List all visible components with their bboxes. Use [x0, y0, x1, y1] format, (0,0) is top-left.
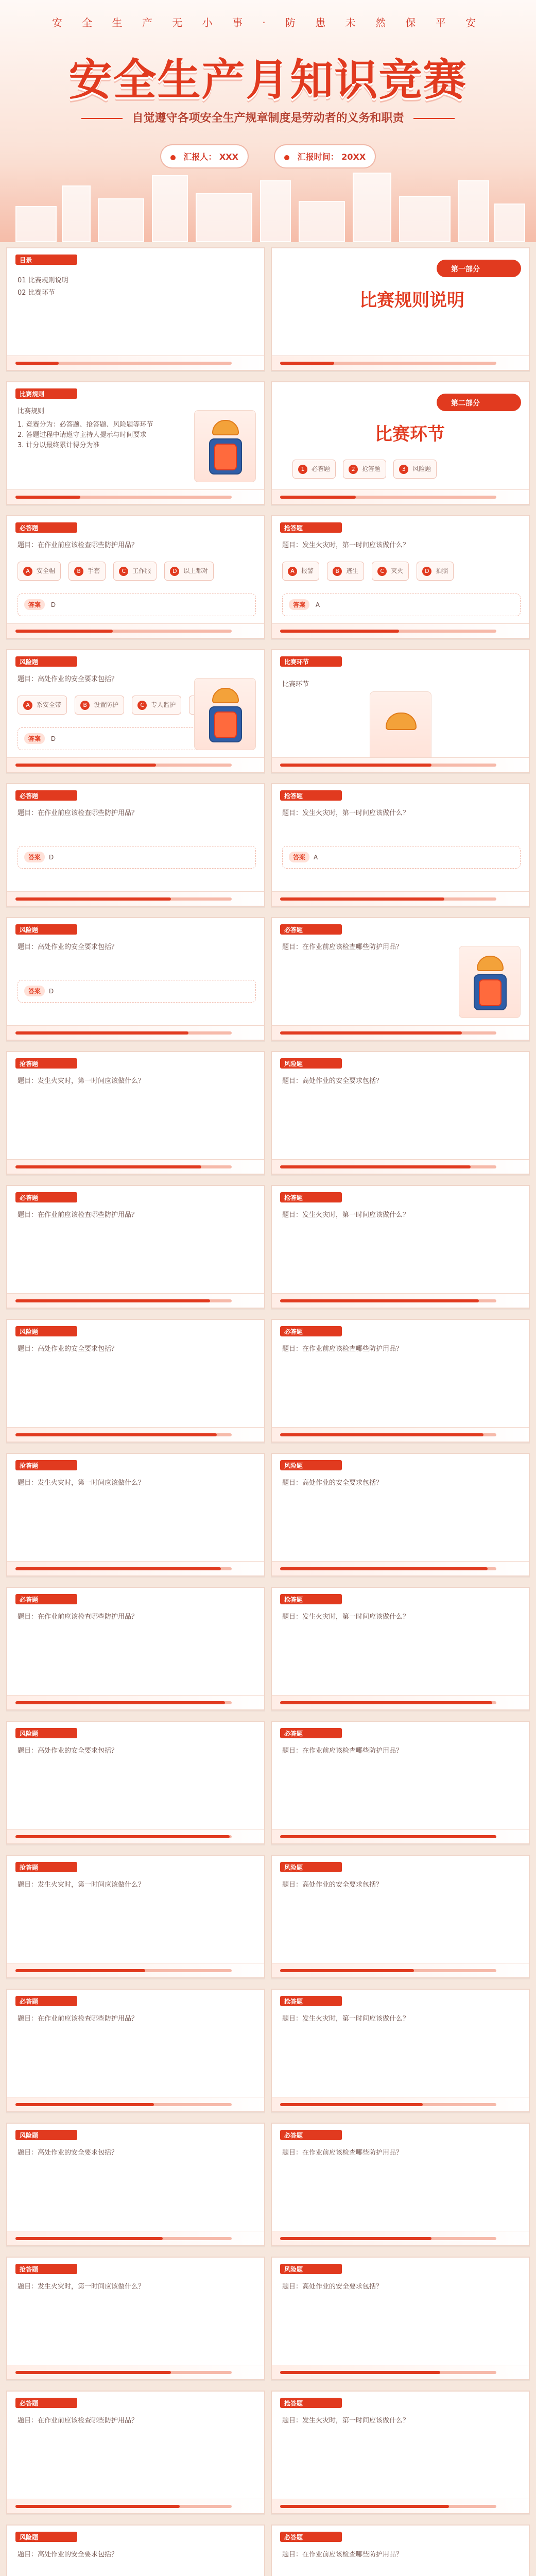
bullet-dot-icon [170, 155, 176, 160]
worker-illustration [194, 410, 256, 482]
slide-filler [271, 649, 530, 773]
option-item[interactable]: D 以上都对 [164, 562, 214, 581]
part-badge-text: 第二部分 [451, 399, 480, 408]
hard-hat-illustration [370, 691, 431, 764]
round-pill: 2 抢答题 [343, 460, 386, 479]
reporter-value: XXX [219, 152, 238, 162]
option-item[interactable]: A 报警 [282, 562, 319, 581]
progress-bar [15, 630, 232, 633]
time-label: 汇报时间： [297, 152, 339, 162]
question-prompt: 题目：在作业前应该检查哪些防护用品？ [18, 809, 139, 817]
progress-bar [280, 496, 496, 499]
slide-footer [7, 489, 265, 504]
option-item[interactable]: D 拍照 [417, 562, 454, 581]
time-value: 20XX [341, 152, 366, 162]
hero-subtitle: 自觉遵守各项安全生产规章制度是劳动者的义务和职责 [0, 109, 536, 125]
rules-line-3: 3. 计分以最终累计得分为准 [18, 442, 100, 449]
building-shape [458, 180, 489, 242]
progress-fill [15, 362, 59, 365]
option-item[interactable]: B 设置防护 [75, 696, 124, 715]
answer-tag: 答案 [289, 599, 309, 610]
part-badge-text: 第一部分 [451, 265, 480, 274]
answer-value: A [315, 601, 320, 608]
round-pill: 1 必答题 [292, 460, 336, 479]
building-shape [494, 204, 525, 242]
progress-fill [280, 630, 399, 633]
safety-vest-icon [214, 711, 237, 738]
slide-header-text: 抢答题 [284, 524, 303, 532]
building-shape [15, 206, 57, 242]
answer-box: 答案 D [18, 980, 256, 1003]
hero [0, 0, 536, 242]
slide-question-3 [6, 649, 265, 773]
hero-topline: 安 全 生 产 无 小 事 · 防 患 未 然 保 平 安 [51, 16, 485, 29]
part-title: 比赛环节 [375, 424, 445, 445]
slide-part1 [271, 247, 530, 371]
option-item[interactable]: C 专人监护 [132, 696, 181, 715]
slide-header-text: 目录 [20, 257, 32, 264]
question-prompt: 题目：高处作业的安全要求包括？ [18, 675, 118, 683]
slide-question-1 [6, 515, 265, 639]
progress-fill [280, 362, 334, 365]
rules-title: 比赛规则 [18, 408, 45, 415]
building-shape [399, 196, 451, 242]
question-prompt: 题目：在作业前应该检查哪些防护用品？ [282, 943, 403, 951]
building-shape [299, 201, 345, 242]
hero-title: 安全生产月知识竞赛 [68, 55, 468, 105]
slide-block [271, 917, 530, 1041]
slide-block [6, 783, 265, 907]
progress-fill [15, 496, 80, 499]
rules-line-1: 1. 竞赛分为：必答题、抢答题、风险题等环节 [18, 421, 153, 429]
progress-bar [280, 764, 496, 767]
answer-box: 答案 D [18, 846, 256, 869]
slide-header-text: 抢答题 [284, 792, 303, 800]
progress-fill [280, 764, 431, 767]
round-pill: 3 风险题 [393, 460, 437, 479]
progress-bar [15, 764, 232, 767]
worker-illustration [459, 946, 521, 1018]
safety-vest-icon [214, 444, 237, 470]
worker-illustration [194, 678, 256, 750]
part-title: 比赛规则说明 [359, 290, 464, 311]
slide-footer [272, 623, 530, 638]
options-list [18, 562, 256, 586]
progress-bar [15, 362, 232, 365]
rules-line-2: 2. 答题过程中请遵守主持人提示与时间要求 [18, 431, 147, 439]
option-item[interactable]: A 安全帽 [18, 562, 61, 581]
answer-box: 答案 A [282, 846, 521, 869]
building-shape [353, 173, 391, 242]
slide-block [271, 783, 530, 907]
helmet-icon [212, 420, 239, 435]
option-item[interactable]: C 灭火 [372, 562, 409, 581]
slide-header-text: 必答题 [20, 792, 39, 800]
reporter-label: 汇报人： [183, 152, 217, 162]
toc-item-2: 02 比赛环节 [18, 289, 55, 297]
building-shape [196, 193, 252, 242]
slide-part2 [271, 381, 530, 505]
option-item[interactable]: B 逃生 [327, 562, 364, 581]
bullet-dot-icon [284, 155, 289, 160]
slide-footer [272, 757, 530, 772]
slide-header-text: 风险题 [20, 926, 39, 934]
building-shape [260, 180, 291, 242]
helmet-icon [386, 713, 417, 730]
answer-box [18, 594, 256, 616]
skyline [0, 165, 536, 242]
slide-header-text: 比赛规则 [20, 391, 45, 398]
answer-tag: 答案 [24, 599, 45, 610]
slides-grid: 目录 01 比赛规则说明 02 比赛环节 第一部分 比赛规则说明 比赛规则 比赛规则 1. 竞赛分为：必答题、抢答题、风险题等环节 2. 答题过程中请遵守主持人提示与时间要求 3. 计分以最终累计得分为准 第二部分 比赛环节 1 必答题 2 抢答题 3 风险题 必答题 题目：在作业前应该检查哪些防护用品？ A 安全帽 B 手套 C 工作服 D 以上都对 答案 D 抢答题 题目：发生火灾时，第一时间应该做什么？ A 报警 B 逃生 C 灭火 D 拍照 答案 A 风险题 题目：高处作业的安全要求包括？ A 系安全带 B 设置防护 C 专人监护 答案 D 比赛环节 比赛环节 必答题 题目：在作业前应该检查哪些防护用品？ 答案 D 抢答题 题目：发生火灾时，第一时间应该做什么？ 答案 A 风险题 题目：高处作业的安全要求包括？ 答案 D 必答题 题目：在作业前应该检查哪些防护用品？ 抢答题 题目：发生火灾时，第一时间应该做什么？ 风险题 题目：高处作业的安全要求包括？ 必答题 题目：在作业前应该检查哪些防护用品？ 抢答题 题目：发生火灾时，第一时间应该做什么？ 风险题 题目：高处作业的安全要求包括？ 必答题 题目：在作业前应该检查哪些防护用品？ 抢答题 题目：发生火灾时，第一时间应该做什么？ 风险题 题目：高处作业的安全要求包括？ 必答题 题目：在作业前应该检查哪些防护用品？ 抢答题 题目：发生火灾时，第一时间应该做什么？ 风险题 题目：高处作业的安全要求包括？ 必答题 题目：在作业前应该检查哪些防护用品？ 抢答题 题目：发生火灾时，第一时间应该做什么？ 风险题 题目：高处作业的安全要求包括？ 必答题 题目：在作业前应该检查哪些防护用品？ 抢答题 题目：发生火灾时，第一时间应该做什么？ 风险题 题目：高处作业的安全要求包括？ 必答题 题目：在作业前应该检查哪些防护用品？ 抢答题 题目：发生火灾时，第一时间应该做什么？ 风险题 题目：高处作业的安全要求包括？ 必答题 题目：在作业前应该检查哪些防护用品？ 抢答题 题目：发生火灾时，第一时间应该做什么？ 风险题 题目：高处作业的安全要求包括？ 必答题 题目：在作业前应该检查哪些防护用品？ [0, 242, 536, 2576]
option-item[interactable]: A 系安全带 [18, 696, 67, 715]
helmet-icon [212, 688, 239, 703]
question-prompt: 题目：发生火灾时，第一时间应该做什么？ [282, 809, 410, 817]
progress-fill [15, 630, 113, 633]
slide-question-2 [271, 515, 530, 639]
progress-fill [15, 764, 156, 767]
slide-toc [6, 247, 265, 371]
slide-hint: 比赛环节 [282, 681, 309, 688]
slide-header-text: 风险题 [20, 658, 39, 666]
slide-footer [272, 489, 530, 504]
slide-header-text: 必答题 [20, 524, 39, 532]
slide-block [6, 917, 265, 1041]
slide-header-text: 比赛环节 [284, 658, 309, 666]
answer-value: D [50, 735, 56, 742]
slide-footer [272, 355, 530, 370]
option-item[interactable]: B 手套 [68, 562, 106, 581]
question-prompt: 题目：在作业前应该检查哪些防护用品？ [18, 541, 139, 549]
slide-footer [7, 623, 265, 638]
question-prompt: 题目：高处作业的安全要求包括？ [18, 943, 118, 951]
progress-fill [280, 496, 356, 499]
slide-footer [7, 757, 265, 772]
slide-footer [7, 355, 265, 370]
slide-header-text: 必答题 [284, 926, 303, 934]
progress-bar [280, 362, 496, 365]
building-shape [152, 175, 188, 242]
answer-value: D [50, 601, 56, 608]
toc-item-1: 01 比赛规则说明 [18, 277, 68, 284]
building-shape [98, 198, 144, 242]
rounds-row [292, 460, 514, 484]
slide-rules [6, 381, 265, 505]
answer-tag: 答案 [24, 733, 45, 744]
progress-bar [15, 496, 232, 499]
progress-bar [280, 630, 496, 633]
question-prompt: 题目：发生火灾时，第一时间应该做什么？ [282, 541, 410, 549]
options-list [282, 562, 521, 586]
building-shape [62, 185, 91, 242]
answer-box [282, 594, 521, 616]
option-item[interactable]: C 工作服 [113, 562, 157, 581]
